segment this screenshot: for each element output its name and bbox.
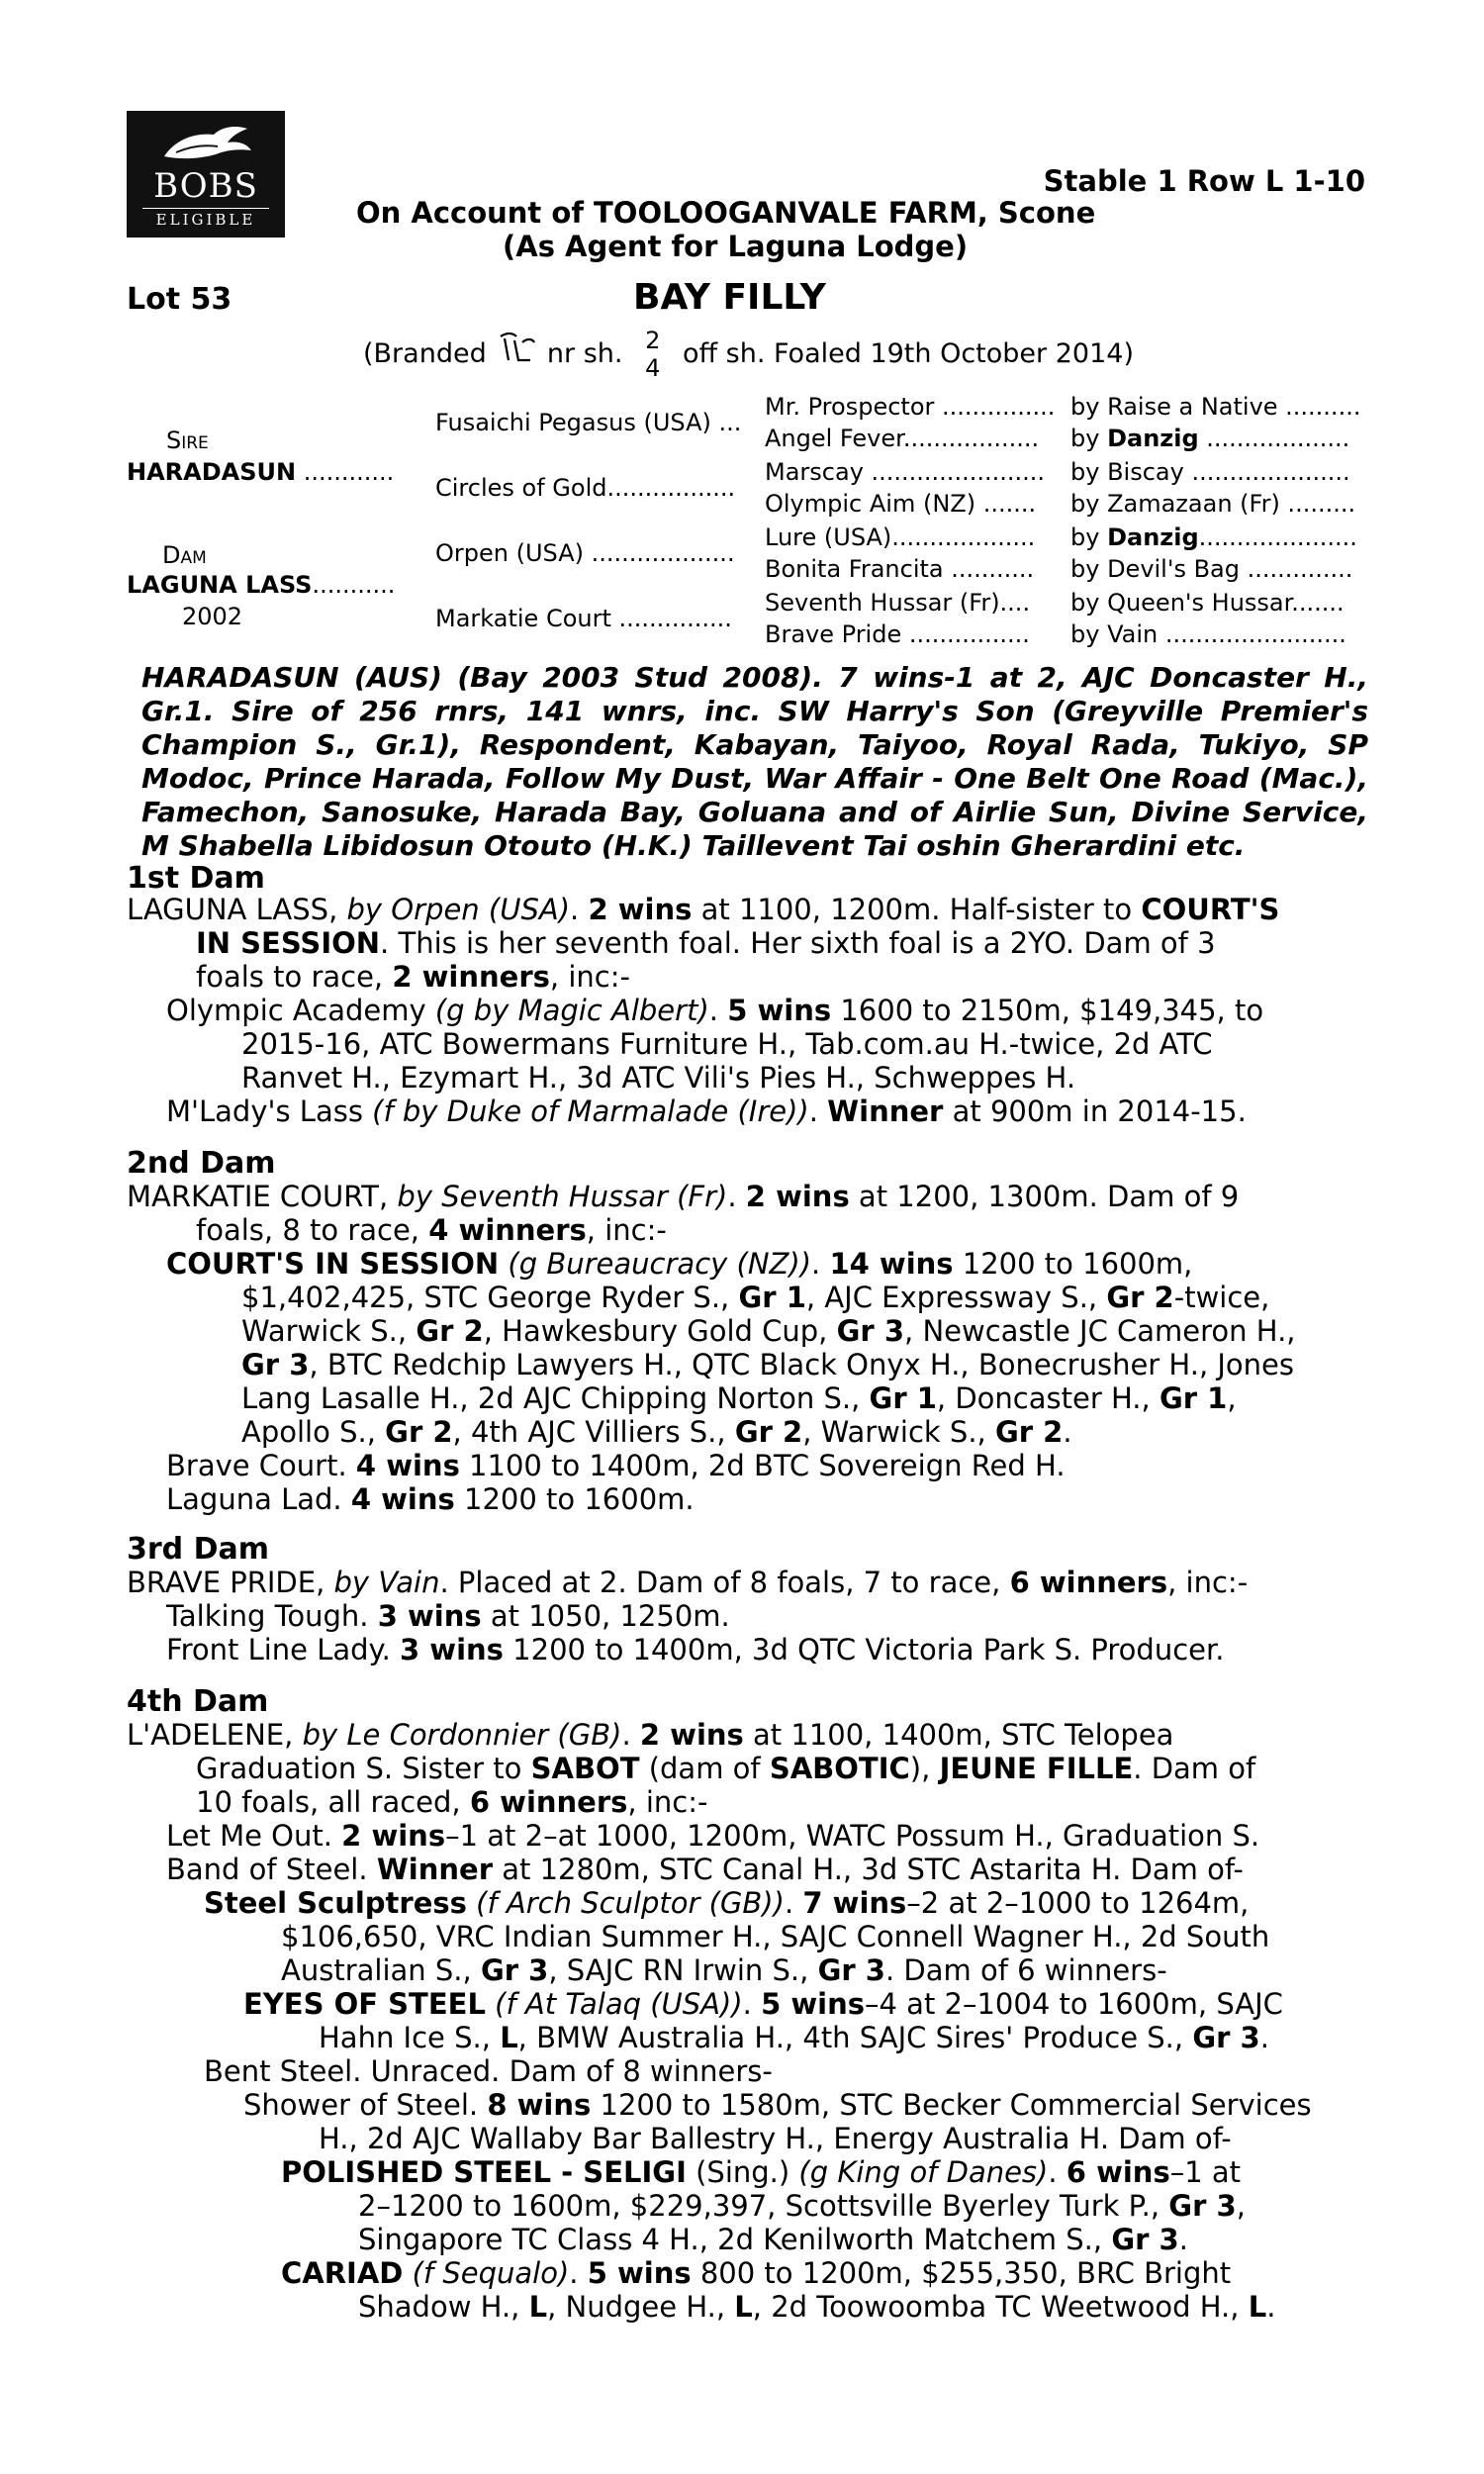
steel-sculptress-line-1: Steel Sculptress (f Arch Sculptor (GB)). 7 wins–2 at 2–1000 to 1264m, xyxy=(204,1886,1250,1920)
ggp-8-sire: by Vain ........................ xyxy=(1070,620,1346,648)
ggp-2-sire: by Danzig ................... xyxy=(1070,425,1350,452)
ggp-4: Olympic Aim (NZ) ....... xyxy=(765,490,1037,518)
brand-prefix: (Branded xyxy=(363,338,487,369)
steel-sculptress-line-2: $106,650, VRC Indian Summer H., SAJC Connell Wagner H., 2d South xyxy=(281,1920,1270,1953)
olympic-academy-line-1: Olympic Academy (g by Magic Albert). 5 wins 1600 to 2150m, $149,345, to xyxy=(166,994,1264,1027)
fourth-dam-heading: 4th Dam xyxy=(127,1684,269,1719)
ggp-3-sire: by Biscay ..................... xyxy=(1070,458,1350,486)
fourth-dam-line-2: Graduation S. Sister to SABOT (dam of SABOTIC), JEUNE FILLE. Dam of xyxy=(196,1752,1256,1785)
eyes-of-steel-line-2: Hahn Ice S., L, BMW Australia H., 4th SAJC Sires' Produce S., Gr 3. xyxy=(319,2021,1269,2054)
horse-head-icon xyxy=(156,119,255,164)
third-dam-heading: 3rd Dam xyxy=(127,1532,269,1567)
olympic-academy-line-3: Ranvet H., Ezymart H., 3d ATC Vili's Pies H., Schweppes H. xyxy=(241,1061,1076,1094)
sire-name: HARADASUN xyxy=(127,458,297,486)
brand-mid: nr sh. xyxy=(546,338,623,369)
ggp-1: Mr. Prospector ............... xyxy=(765,393,1056,421)
dam-year: 2002 xyxy=(182,603,243,630)
shower-of-steel-line-2: H., 2d AJC Wallaby Bar Ballestry H., Energy Australia H. Dam of- xyxy=(319,2122,1232,2155)
dam-name: LAGUNA LASS xyxy=(127,571,313,599)
polished-steel-line-1: POLISHED STEEL - SELIGI (Sing.) (g King of Danes). 6 wins–1 at xyxy=(281,2155,1242,2189)
ggp-5: Lure (USA)................... xyxy=(765,523,1036,551)
cariad-line-2: Shadow H., L, Nudgee H., L, 2d Toowoomba TC Weetwood H., L. xyxy=(358,2290,1276,2324)
ggp-7-sire: by Queen's Hussar....... xyxy=(1070,589,1345,617)
dam-dots: ........... xyxy=(312,571,396,599)
courts-in-session-line-4: Gr 3, BTC Redchip Lawyers H., QTC Black Onyx H., Bonecrusher H., Jones xyxy=(241,1348,1295,1381)
sire-name-line xyxy=(127,457,394,487)
sire-summary: HARADASUN (AUS) (Bay 2003 Stud 2008). 7 wins-1 at 2, AJC Doncaster H., Gr.1. Sire of 256 rnrs, 141 wnrs, inc. SW Harry's Son (Greyville Premier's Champion S., Gr.1), Respondent, Kabayan, Taiyoo, Royal Rada, Tukiyo, SP Modoc, Prince Harada, Follow My Dust, War Affair - One Belt One Road (Mac.), Famechon, Sanosuke, Harada Bay, Goluana and of Airlie Sun, Divine Service, M Shabella Libidosun Otouto (H.K.) Taillevent Tai oshin Gherardini etc. xyxy=(141,661,1368,862)
steel-sculptress-line-3: Australian S., Gr 3, SAJC RN Irwin S., Gr 3. Dam of 6 winners- xyxy=(281,1953,1167,1987)
cariad-line-1: CARIAD (f Sequalo). 5 wins 800 to 1200m, $255,350, BRC Bright xyxy=(281,2256,1232,2290)
second-dam-heading: 2nd Dam xyxy=(127,1146,276,1181)
brand-line xyxy=(363,327,1134,382)
grandparent-2: Circles of Gold................. xyxy=(435,474,736,502)
lot-number: Lot 53 xyxy=(127,282,232,317)
front-line-lady-line: Front Line Lady. 3 wins 1200 to 1400m, 3d QTC Victoria Park S. Producer. xyxy=(166,1633,1225,1666)
talking-tough-line: Talking Tough. 3 wins at 1050, 1250m. xyxy=(166,1599,730,1633)
laguna-lad-line: Laguna Lad. 4 wins 1200 to 1600m. xyxy=(166,1482,695,1516)
second-dam-line-1: MARKATIE COURT, by Seventh Hussar (Fr). 2 wins at 1200, 1300m. Dam of 9 xyxy=(127,1180,1240,1213)
ggp-7: Seventh Hussar (Fr).... xyxy=(765,589,1031,617)
band-of-steel-line: Band of Steel. Winner at 1280m, STC Canal H., 3d STC Astarita H. Dam of- xyxy=(166,1853,1244,1886)
courts-in-session-line-2: $1,402,425, STC George Ryder S., Gr 1, AJC Expressway S., Gr 2-twice, xyxy=(241,1281,1270,1314)
polished-steel-line-2: 2–1200 to 1600m, $229,397, Scottsville Byerley Turk P., Gr 3, xyxy=(358,2189,1246,2223)
courts-in-session-line-1: COURT'S IN SESSION (g Bureaucracy (NZ)). 14 wins 1200 to 1600m, xyxy=(166,1247,1193,1281)
bobs-eligible-logo xyxy=(127,111,285,238)
first-dam-line-3: foals to race, 2 winners, inc:- xyxy=(196,960,630,994)
ggp-6-sire: by Devil's Bag .............. xyxy=(1070,555,1353,583)
grandparent-3: Orpen (USA) ................... xyxy=(435,539,735,567)
ggp-1-sire: by Raise a Native .......... xyxy=(1070,393,1361,421)
courts-in-session-line-6: Apollo S., Gr 2, 4th AJC Villiers S., Gr 2, Warwick S., Gr 2. xyxy=(241,1415,1072,1449)
vendor-account: On Account of TOOLOOGANVALE FARM, Scone xyxy=(356,196,1096,230)
first-dam-heading: 1st Dam xyxy=(127,861,265,896)
fraction-bottom: 4 xyxy=(645,354,661,382)
grandparent-4: Markatie Court ............... xyxy=(435,605,732,632)
fraction-top: 2 xyxy=(645,327,661,354)
brand-mark-icon xyxy=(495,331,538,370)
courts-in-session-line-5: Lang Lasalle H., 2d AJC Chipping Norton S., Gr 1, Doncaster H., Gr 1, xyxy=(241,1381,1237,1415)
third-dam-line-1: BRAVE PRIDE, by Vain. Placed at 2. Dam of 8 foals, 7 to race, 6 winners, inc:- xyxy=(127,1566,1249,1599)
logo-line-2: ELIGIBLE xyxy=(142,208,269,229)
brand-fraction xyxy=(645,327,660,382)
brand-suffix: off sh. Foaled 19th October 2014) xyxy=(682,338,1134,369)
brave-court-line: Brave Court. 4 wins 1100 to 1400m, 2d BTC Sovereign Red H. xyxy=(166,1449,1066,1482)
shower-of-steel-line-1: Shower of Steel. 8 wins 1200 to 1580m, STC Becker Commercial Services xyxy=(243,2088,1312,2122)
bent-steel-line: Bent Steel. Unraced. Dam of 8 winners- xyxy=(204,2054,773,2088)
let-me-out-line: Let Me Out. 2 wins–1 at 2–at 1000, 1200m, WATC Possum H., Graduation S. xyxy=(166,1819,1260,1853)
polished-steel-line-3: Singapore TC Class 4 H., 2d Kenilworth Matchem S., Gr 3. xyxy=(358,2223,1188,2256)
olympic-academy-line-2: 2015-16, ATC Bowermans Furniture H., Tab.com.au H.-twice, 2d ATC xyxy=(241,1027,1213,1061)
fourth-dam-line-1: L'ADELENE, by Le Cordonnier (GB). 2 wins at 1100, 1400m, STC Telopea xyxy=(127,1718,1174,1752)
first-dam-line-1: LAGUNA LASS, by Orpen (USA). 2 wins at 1100, 1200m. Half-sister to COURT'S xyxy=(127,893,1280,926)
sire-dots: ............ xyxy=(296,458,395,486)
ggp-2: Angel Fever.................. xyxy=(765,425,1040,452)
ggp-4-sire: by Zamazaan (Fr) ......... xyxy=(1070,490,1356,518)
dam-label: Dam xyxy=(162,541,207,569)
vendor-agent: (As Agent for Laguna Lodge) xyxy=(503,230,969,263)
first-dam-line-2: IN SESSION. This is her seventh foal. Her sixth foal is a 2YO. Dam of 3 xyxy=(196,926,1216,960)
ggp-5-sire: by Danzig..................... xyxy=(1070,523,1357,551)
stable-location: Stable 1 Row L 1-10 xyxy=(1043,164,1365,198)
grandparent-1: Fusaichi Pegasus (USA) ... xyxy=(435,409,742,436)
sire-label: Sire xyxy=(166,427,209,454)
eyes-of-steel-line-1: EYES OF STEEL (f At Talaq (USA)). 5 wins–4 at 2–1004 to 1600m, SAJC xyxy=(243,1987,1283,2021)
second-dam-line-2: foals, 8 to race, 4 winners, inc:- xyxy=(196,1213,667,1247)
mladys-lass-line: M'Lady's Lass (f by Duke of Marmalade (Ire)). Winner at 900m in 2014-15. xyxy=(166,1094,1247,1128)
horse-description: BAY FILLY xyxy=(633,277,826,318)
ggp-8: Brave Pride ................ xyxy=(765,620,1030,648)
ggp-6: Bonita Francita ........... xyxy=(765,555,1035,583)
courts-in-session-line-3: Warwick S., Gr 2, Hawkesbury Gold Cup, Gr 3, Newcastle JC Cameron H., xyxy=(241,1314,1296,1348)
fourth-dam-line-3: 10 foals, all raced, 6 winners, inc:- xyxy=(196,1785,708,1819)
ggp-3: Marscay ....................... xyxy=(765,458,1045,486)
logo-line-1: BOBS xyxy=(153,166,258,206)
dam-name-line xyxy=(127,570,395,600)
